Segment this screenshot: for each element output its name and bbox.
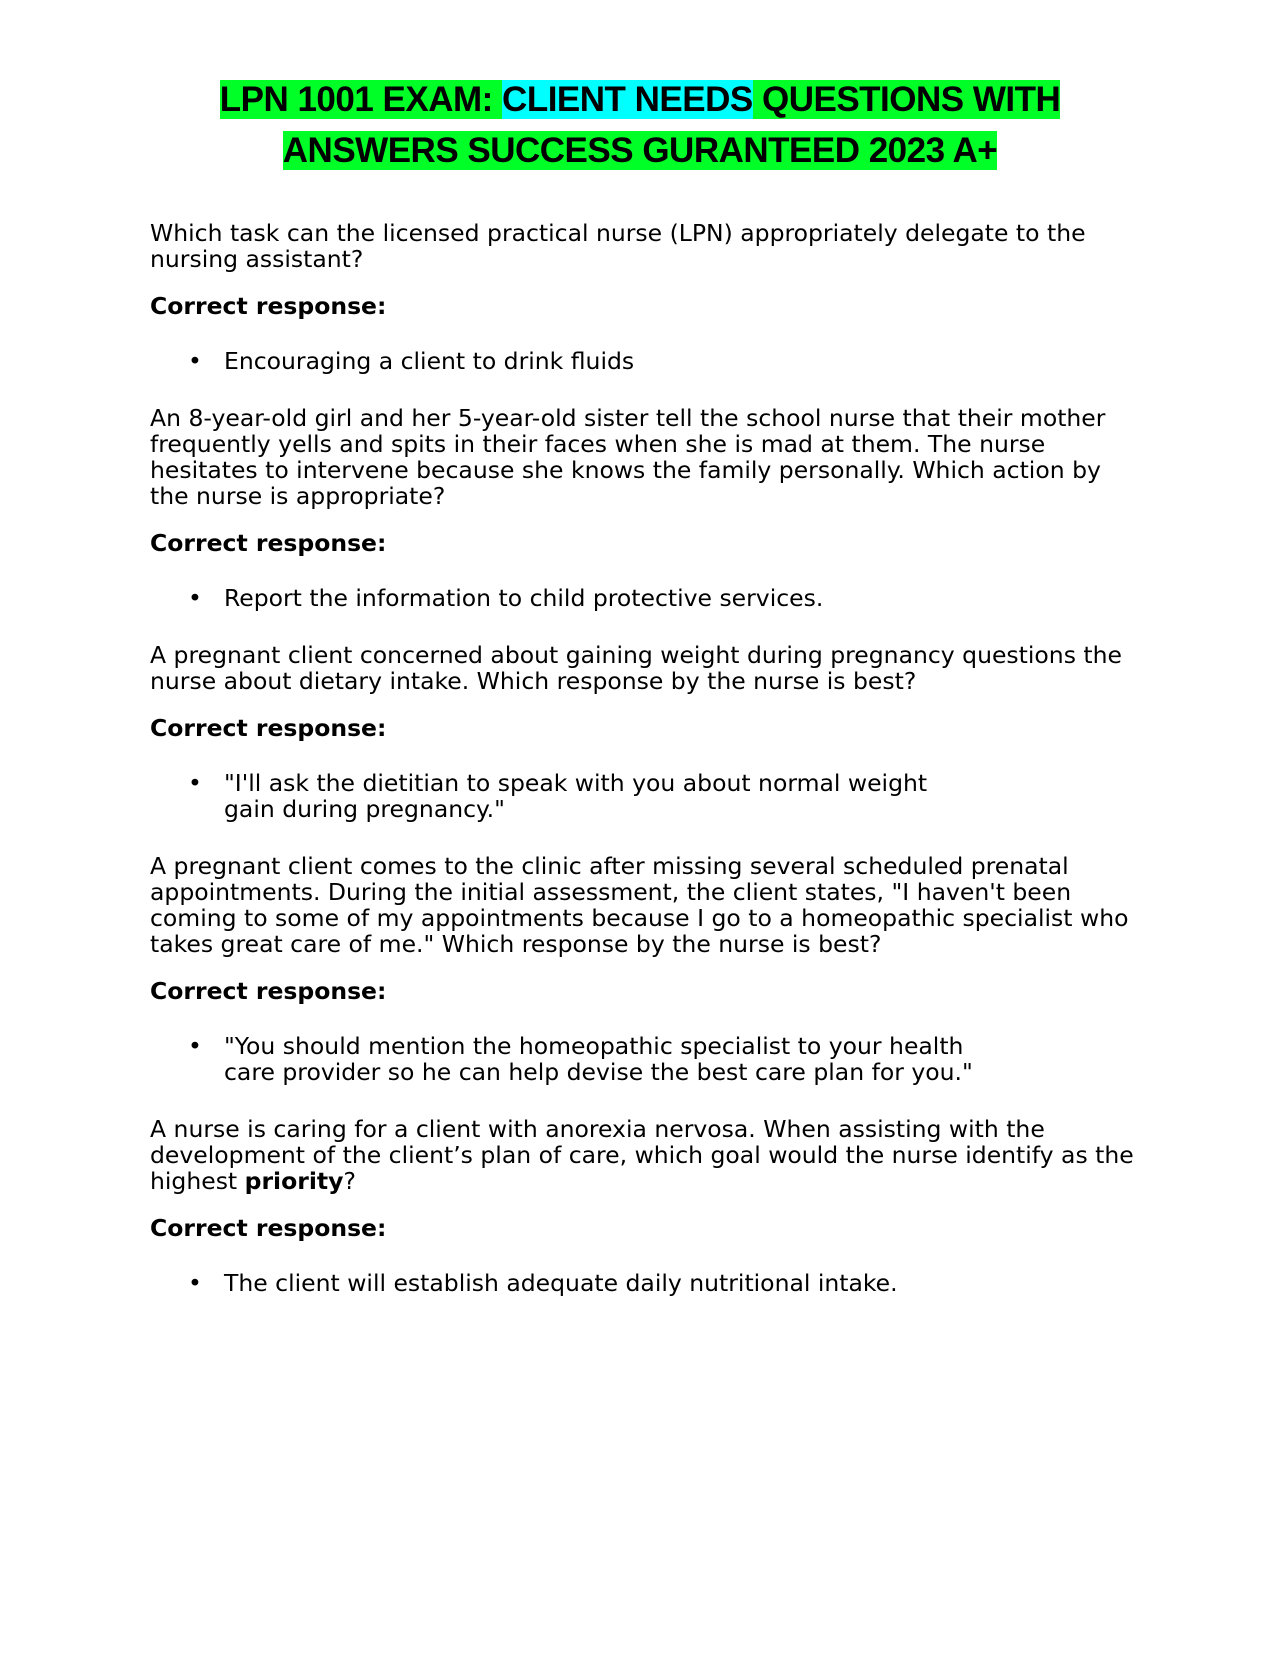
answer-text: "You should mention the homeopathic specialist to your health care provider so he can help devise the best care plan for you." <box>224 1032 973 1086</box>
question-5-end: ? <box>343 1167 356 1195</box>
question-5-emphasis: priority <box>244 1167 344 1195</box>
question-5-text: A nurse is caring for a client with anorexia nervosa. When assisting with the development of the client’s plan of care, which goal would the nurse identify as the highest <box>150 1115 1134 1195</box>
correct-response-label: Correct response: <box>150 292 387 320</box>
answer-4 <box>150 1033 1140 1085</box>
title-segment-highlight: CLIENT NEEDS <box>502 80 753 119</box>
answer-text: Encouraging a client to drink fluids <box>224 347 635 375</box>
title-segment-3: QUESTIONS WITH <box>752 80 1061 119</box>
bullet-icon: • <box>188 769 202 797</box>
answer-text: "I'll ask the dietitian to speak with you about normal weight gain during pregnancy." <box>224 769 928 823</box>
answer-3 <box>150 770 1140 822</box>
question-4: A pregnant client comes to the clinic after missing several scheduled prenatal appointments. During the initial assessment, the client states, "I haven't been coming to some of my appointments because I go to a homeopathic specialist who takes great care of me." Which response by the nurse is best? <box>150 852 1129 958</box>
correct-response-label: Correct response: <box>150 714 387 742</box>
question-1: Which task can the licensed practical nurse (LPN) appropriately delegate to the nursing assistant? <box>150 219 1086 273</box>
qa-list <box>150 220 1140 1327</box>
correct-response-label: Correct response: <box>150 1214 387 1242</box>
answer-text: Report the information to child protective services. <box>224 584 824 612</box>
answer-1 <box>150 348 1140 374</box>
bullet-icon: • <box>188 1032 202 1060</box>
answer-5 <box>150 1270 1140 1296</box>
correct-response-label: Correct response: <box>150 529 387 557</box>
bullet-icon: • <box>188 1269 202 1297</box>
answer-2 <box>150 585 1140 611</box>
bullet-icon: • <box>188 584 202 612</box>
bullet-icon: • <box>188 347 202 375</box>
document-title <box>150 74 1130 176</box>
question-3: A pregnant client concerned about gaining weight during pregnancy questions the nurse about dietary intake. Which response by the nurse is best? <box>150 641 1122 695</box>
title-segment-1: LPN 1001 EXAM: <box>219 80 503 119</box>
correct-response-label: Correct response: <box>150 977 387 1005</box>
title-line-2: ANSWERS SUCCESS GURANTEED 2023 A+ <box>282 131 998 170</box>
question-2: An 8-year-old girl and her 5-year-old sister tell the school nurse that their mother frequently yells and spits in their faces when she is mad at them. The nurse hesitates to intervene because she knows the family personally. Which action by the nurse is appropriate? <box>150 404 1106 510</box>
question-5 <box>150 1116 1140 1194</box>
answer-text: The client will establish adequate daily nutritional intake. <box>224 1269 898 1297</box>
